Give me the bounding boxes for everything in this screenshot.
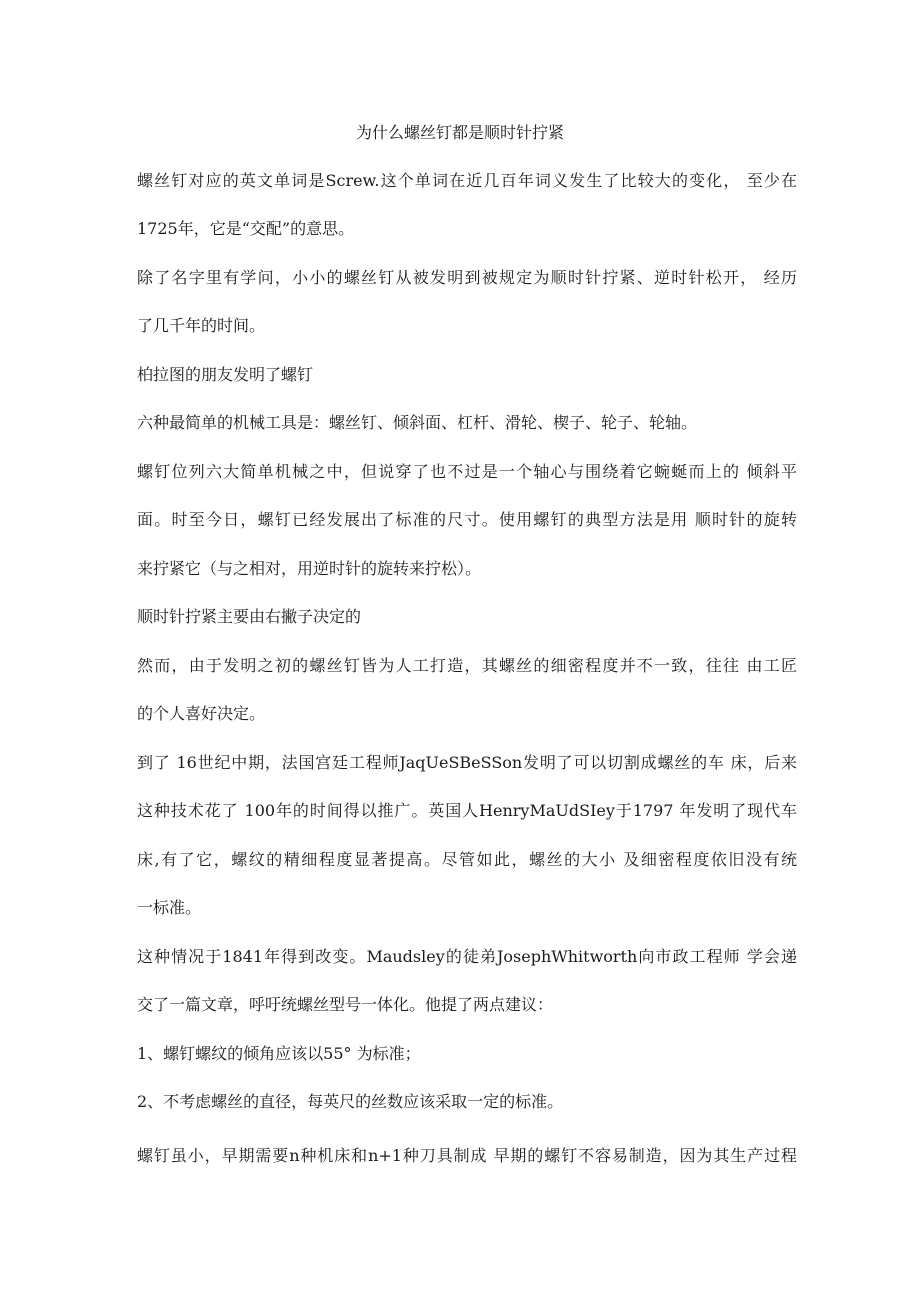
list-item: 2、不考虑螺丝的直径，每英尺的丝数应该采取一定的标准。 bbox=[137, 1092, 564, 1111]
text-line: 一标准。 bbox=[137, 898, 202, 917]
text-line: 到了 16世纪中期，法国宫廷工程师JaqUeSBeSSon发明了可以切割成螺丝的车 床，后来 bbox=[137, 753, 797, 772]
section-heading: 柏拉图的朋友发明了螺钉 bbox=[137, 365, 314, 384]
text-line: 螺钉虽小，早期需要n种机床和n+1种刀具制成 早期的螺钉不容易制造，因为其生产过程 bbox=[137, 1146, 797, 1165]
text-line: 的个人喜好决定。 bbox=[137, 704, 266, 723]
list-item: 1、螺钉螺纹的倾角应该以55° 为标准； bbox=[137, 1044, 421, 1063]
text-line: 六种最简单的机械工具是：螺丝钉、倾斜面、杠杆、滑轮、楔子、轮子、轮轴。 bbox=[137, 413, 698, 432]
text-line: 了几千年的时间。 bbox=[137, 316, 266, 335]
text-line: 这种情况于1841年得到改变。Maudsley的徒弟JosephWhitworth向市政工程师 学会递 bbox=[137, 947, 797, 966]
text-line: 床,有了它，螺纹的精细程度显著提高。尽管如此，螺丝的大小 及细密程度依旧没有统 bbox=[137, 850, 797, 869]
text-line: 1725年，它是“交配”的意思。 bbox=[137, 219, 355, 238]
document-title: 为什么螺丝钉都是顺时针拧紧 bbox=[355, 123, 564, 142]
section-heading: 顺时针拧紧主要由右撇子决定的 bbox=[137, 607, 362, 626]
text-line: 螺丝钉对应的英文单词是Screw.这个单词在近几百年词义发生了比较大的变化， 至少在 bbox=[137, 171, 797, 190]
text-line: 然而，由于发明之初的螺丝钉皆为人工打造，其螺丝的细密程度并不一致，往往 由工匠 bbox=[137, 656, 797, 675]
text-line: 螺钉位列六大简单机械之中，但说穿了也不过是一个轴心与围绕着它蜿蜒而上的 倾斜平 bbox=[137, 462, 797, 481]
text-line: 这种技术花了 100年的时间得以推广。英国人HenryMaUdSIey于1797 年发明了现代车 bbox=[137, 801, 797, 820]
text-line: 来拧紧它（与之相对，用逆时针的旋转来拧松）。 bbox=[137, 559, 482, 578]
text-line: 面。时至今日，螺钉已经发展出了标准的尺寸。使用螺钉的典型方法是用 顺时针的旋转 bbox=[137, 510, 797, 529]
text-line: 交了一篇文章，呼吁统螺丝型号一体化。他提了两点建议： bbox=[137, 995, 554, 1014]
text-line: 除了名字里有学问，小小的螺丝钉从被发明到被规定为顺时针拧紧、逆时针松开， 经历 bbox=[137, 268, 797, 287]
